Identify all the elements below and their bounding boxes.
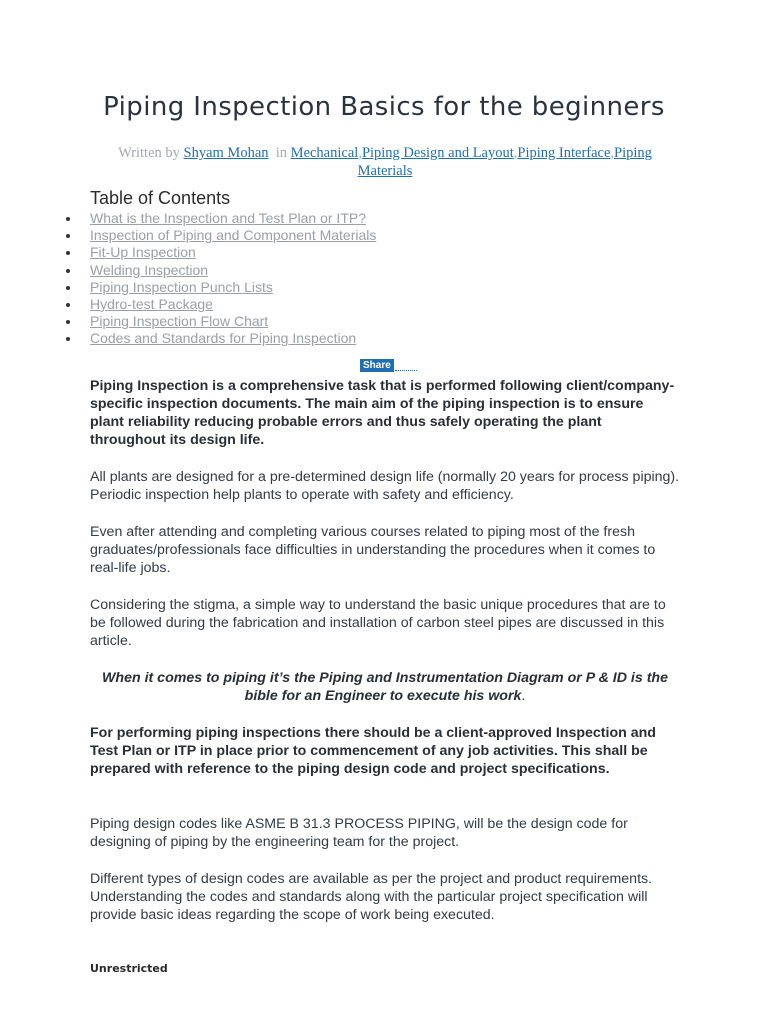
category-separator: , — [513, 145, 518, 161]
toc-item — [66, 244, 376, 261]
bullet-icon — [66, 337, 70, 341]
toc-link[interactable]: Piping Inspection Flow Chart — [90, 313, 269, 330]
bullet-icon — [66, 217, 70, 221]
toc-item — [66, 330, 376, 347]
written-by-label: Written by — [118, 145, 180, 161]
paragraph-design-codes: Piping design codes like ASME B 31.3 PROCESS PIPING, will be the design code for designing of piping by the engineering team for the project. — [90, 816, 628, 850]
in-label: in — [275, 145, 288, 161]
toc-link[interactable]: Fit-Up Inspection — [90, 244, 196, 261]
paragraph-fresh-graduates: Even after attending and completing various courses related to piping most of the fresh graduates/professionals face difficulties in understanding the procedures when it comes to real-life jobs. — [90, 524, 656, 576]
paragraph-itp: For performing piping inspections there should be a client-approved Inspection and Test Plan or ITP in place prior to commencement of any job activities. This shall be prepared with reference to the piping design code and project specifications. — [90, 725, 656, 777]
toc-item — [66, 313, 376, 330]
footer-classification: Unrestricted — [90, 962, 168, 975]
toc-item — [66, 279, 376, 296]
pid-quote-period: . — [521, 688, 526, 704]
toc-link[interactable]: Hydro-test Package — [90, 295, 213, 312]
category-link-mechanical[interactable]: Mechanical — [290, 145, 359, 161]
share-button[interactable]: Share — [360, 359, 394, 372]
pid-quote — [90, 669, 680, 705]
toc-heading: Table of Contents — [90, 188, 231, 208]
byline — [110, 144, 660, 180]
toc-link[interactable]: What is the Inspection and Test Plan or ITP? — [90, 210, 367, 226]
pid-quote-text: When it comes to piping it’s the Piping and Instrumentation Diagram or P & ID is the bible for an Engineer to execute his work — [102, 670, 668, 704]
toc-link[interactable]: Welding Inspection — [90, 261, 209, 278]
category-link-piping-interface[interactable]: Piping Interface — [517, 145, 611, 161]
category-separator: , — [610, 145, 615, 161]
author-link[interactable]: Shyam Mohan — [183, 145, 269, 161]
bullet-icon — [66, 303, 70, 307]
paragraph-stigma: Considering the stigma, a simple way to understand the basic unique procedures that are to be followed during the fabrication and installation of carbon steel pipes are discussed in this article. — [90, 597, 666, 649]
paragraph-codes-standards: Different types of design codes are available as per the project and product requirements. Understanding the codes and standards along with the particular project specification will provide basic ideas regarding the scope of work being executed. — [90, 871, 653, 923]
category-link-piping-materials[interactable]: Piping Materials — [357, 145, 652, 179]
toc-link[interactable]: Inspection of Piping and Component Materials — [90, 227, 377, 244]
share-widget[interactable] — [360, 358, 417, 372]
toc-item — [66, 262, 376, 279]
page-title: Piping Inspection Basics for the beginners — [103, 92, 665, 122]
bullet-icon — [66, 286, 70, 290]
intro-paragraph: Piping Inspection is a comprehensive task that is performed following client/company-specific inspection documents. The main aim of the piping inspection is to ensure plant reliability reducing probable errors and thus safely operating the plant throughout its design life. — [90, 378, 675, 448]
category-link-piping-design-and-layout[interactable]: Piping Design and Layout — [361, 145, 514, 161]
bullet-icon — [66, 269, 70, 273]
paragraph-design-life: All plants are designed for a pre-determined design life (normally 20 years for process piping). Periodic inspection help plants to operate with safety and efficiency. — [90, 469, 680, 503]
bullet-icon — [66, 251, 70, 255]
toc-item — [66, 296, 376, 313]
bullet-icon — [66, 320, 70, 324]
category-separator: , — [358, 145, 362, 161]
toc-item — [66, 227, 376, 244]
toc-link[interactable]: Piping Inspection Punch Lists — [90, 278, 273, 295]
bullet-icon — [66, 234, 70, 238]
table-of-contents — [66, 210, 376, 348]
toc-item — [66, 210, 376, 227]
share-divider — [395, 360, 417, 371]
toc-link[interactable]: Codes and Standards for Piping Inspection — [90, 330, 357, 347]
